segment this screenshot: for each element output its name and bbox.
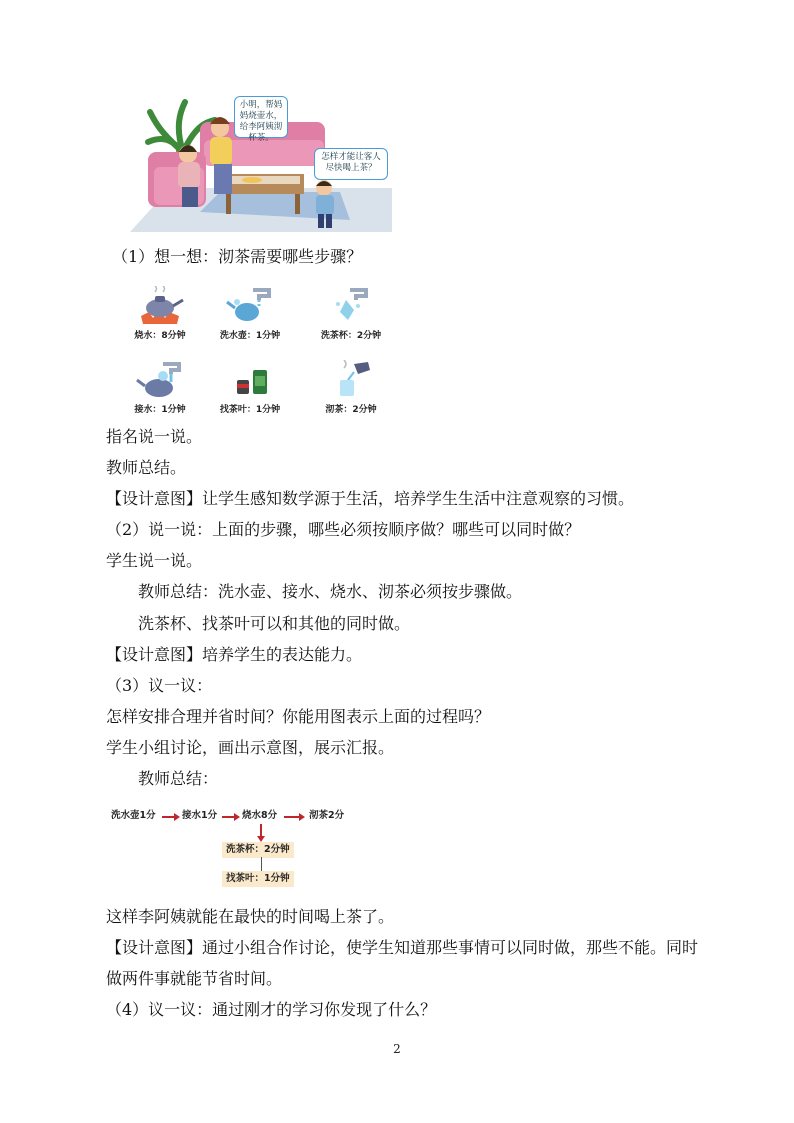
washing-kettle-icon (223, 286, 277, 326)
step-boil-water (115, 286, 205, 342)
speech-bubble-boy: 怎样才能让客人尽快喝上茶？ (314, 148, 388, 180)
flow-arrow (162, 816, 175, 818)
step-wash-kettle (205, 286, 295, 342)
step-label: 洗茶杯：2分钟 (320, 331, 382, 341)
step-label: 烧水：8分钟 (134, 331, 186, 341)
text-line: 洗茶杯、找茶叶可以和其他的同时做。 (138, 614, 411, 633)
text-line: 做两件事就能节省时间。 (106, 969, 283, 988)
design-intent-3: 【设计意图】通过小组合作讨论，使学生知道那些事情可以同时做，那些不能。同时 (106, 938, 699, 957)
flow-node-make-tea: 沏茶2分 (309, 810, 345, 821)
text-line: 学生说一说。 (106, 551, 203, 570)
step-label: 沏茶：2分钟 (325, 405, 377, 415)
step-find-tea (205, 360, 295, 416)
text-line: 教师总结：洗水壶、接水、烧水、沏茶必须按步骤做。 (138, 582, 523, 601)
step-make-tea (306, 360, 396, 416)
text-line: 教师总结。 (106, 458, 187, 477)
speech-bubble-mother: 小明，帮妈妈烧壶水，给李阿姨沏杯茶。 (234, 96, 288, 138)
flow-node-wash-cup: 洗茶杯：2分钟 (222, 842, 294, 858)
step-fill-water (115, 360, 205, 416)
pouring-tea-icon (324, 360, 378, 400)
text-line: 学生小组讨论，画出示意图，展示汇报。 (106, 738, 395, 757)
flow-node-wash-kettle: 洗水壶1分 (111, 810, 156, 821)
step-label: 找茶叶：1分钟 (219, 405, 281, 415)
text-line: 指名说一说。 (106, 427, 203, 446)
step-label: 接水：1分钟 (134, 405, 186, 415)
text-line: 这样李阿姨就能在最快的时间喝上茶了。 (106, 907, 395, 926)
flow-node-fill-water: 接水1分 (182, 810, 218, 821)
step-wash-cup (306, 286, 396, 342)
filling-kettle-icon (133, 360, 187, 400)
question-1: （1）想一想：沏茶需要哪些步骤？ (112, 247, 363, 266)
question-3: （3）议一议： (106, 676, 213, 695)
page-number: 2 (393, 1042, 401, 1056)
text-line: 教师总结： (138, 769, 219, 788)
washing-cup-icon (324, 286, 378, 326)
tea-cans-icon (223, 360, 277, 400)
living-room-illustration (130, 92, 392, 232)
question-2: （2）说一说：上面的步骤，哪些必须按顺序做？哪些可以同时做？ (106, 520, 581, 539)
flow-arrow-down (260, 824, 262, 837)
flow-connector (261, 857, 262, 871)
design-intent-2: 【设计意图】培养学生的表达能力。 (106, 645, 363, 664)
text-line: 怎样安排合理并省时间？你能用图表示上面的过程吗？ (106, 707, 491, 726)
design-intent-1: 【设计意图】让学生感知数学源于生活，培养学生生活中注意观察的习惯。 (106, 489, 635, 508)
flow-arrow (284, 816, 300, 818)
step-label: 洗水壶：1分钟 (219, 331, 281, 341)
boiling-kettle-icon (133, 286, 187, 326)
flow-node-find-tea: 找茶叶：1分钟 (222, 871, 294, 887)
question-4: （4）议一议：通过刚才的学习你发现了什么？ (106, 1000, 437, 1019)
flow-node-boil-water: 烧水8分 (242, 810, 278, 821)
flow-arrow (222, 816, 235, 818)
